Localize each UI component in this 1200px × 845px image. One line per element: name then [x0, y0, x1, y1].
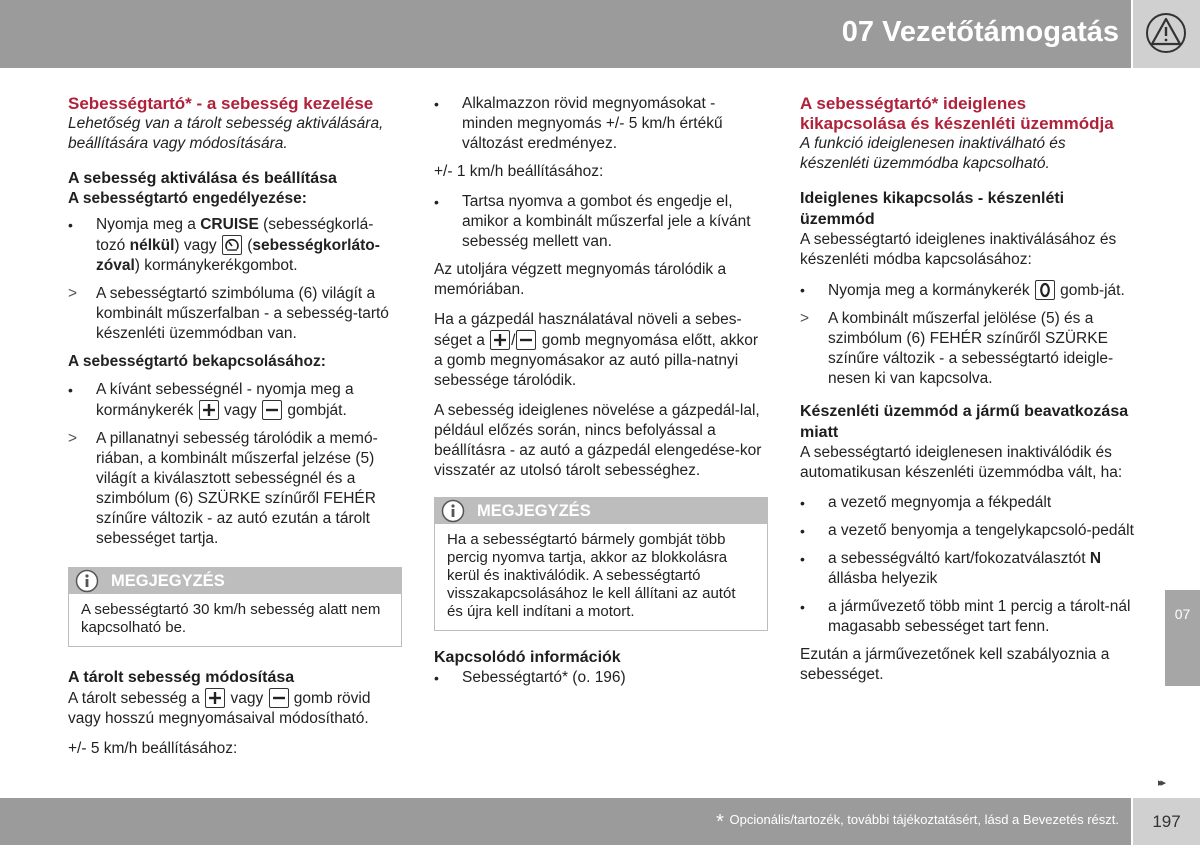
list-item: > A kombinált műszerfal jelölése (5) és a szimbólum (6) FEHÉR színűről SZÜRKE színűre változik - a sebességtartó ideigle-nesen ki van kapcsolva.: [800, 310, 1114, 387]
page-footer: [0, 798, 1131, 845]
hold-press-list: [434, 192, 768, 252]
zero-button-icon: [1035, 280, 1055, 300]
section-intro: A funkció ideiglenesen inaktiválható és készenléti üzemmódba kapcsolható.: [800, 135, 1066, 172]
bullet-marker: •: [68, 382, 73, 398]
bullet-marker: •: [434, 194, 439, 210]
list-item: • a vezető megnyomja a fékpedált: [800, 494, 1052, 511]
paragraph: A sebességtartó ideiglenes inaktiválásához és készenléti módba kapcsolásához:: [800, 231, 1117, 268]
related-list: [434, 668, 768, 688]
footnote: * Opcionális/tartozék, további tájékoztatásért, lásd a Bevezetés részt.: [716, 811, 1119, 833]
info-icon: [75, 569, 99, 593]
list-item: • a sebességváltó kart/fokozatválasztót N állásba helyezik: [800, 550, 1102, 587]
result-marker: >: [68, 430, 78, 447]
note-box: [68, 567, 402, 647]
bullet-marker: •: [68, 217, 73, 233]
list-item: • a vezető benyomja a tengelykapcsoló-pedált: [800, 522, 1134, 539]
note-title: MEGJEGYZÉS: [111, 572, 225, 590]
list-item: > A pillanatnyi sebesség tárolódik a memó-riában, a kombinált műszerfal jelzése (5) világít a kiválasztott sebességnél és a szimbólum (6) SZÜRKE színűről FEHÉR színűre változik - az autó ezután a tárolt sebességet tartja.: [68, 430, 378, 547]
temporary-steps: [800, 280, 1134, 389]
column-3: [800, 94, 1134, 695]
heading-modify: A tárolt sebesség módosítása: [68, 669, 295, 686]
enable-steps: [68, 215, 402, 344]
list-item: • Alkalmazzon rövid megnyomásokat - minden megnyomás +/- 5 km/h értékű változást eredményez.: [434, 95, 723, 152]
note-text: A sebességtartó 30 km/h sebesség alatt nem kapcsolható be.: [81, 601, 381, 636]
paragraph: A tárolt sebesség a vagy gomb rövid vagy hosszú megnyomásaival módosítható.: [68, 690, 371, 727]
standby-conditions: [800, 493, 1134, 637]
paragraph: Ezután a járművezetőnek kell szabályoznia a sebességet.: [800, 646, 1110, 683]
related-link[interactable]: Sebességtartó* (o. 196): [462, 669, 626, 686]
bullet-marker: •: [800, 523, 805, 539]
minus-button-icon: [262, 400, 282, 420]
list-item: • a járművezető több mint 1 percig a tárolt-nál magasabb sebességet tart fenn.: [800, 598, 1131, 635]
bullet-marker: •: [434, 96, 439, 112]
note-box: [434, 497, 768, 631]
bullet-marker: •: [800, 282, 805, 298]
note-header: [69, 568, 401, 594]
paragraph: +/- 1 km/h beállításához:: [434, 163, 604, 180]
subheading-switch-on: A sebességtartó bekapcsolásához:: [68, 353, 326, 370]
list-item: > A sebességtartó szimbóluma (6) világít a kombinált műszerfalban - a sebesség-tartó készenléti üzemmódban van.: [68, 285, 389, 342]
note-text: Ha a sebességtartó bármely gombját több percig nyomva tartja, akkor az blokkolásra kerül és inaktiválódik. A sebességtartó visszakapcsolásához le kell állítani az autót és újra kell indítani a motort.: [447, 531, 736, 620]
switch-on-steps: [68, 380, 402, 549]
heading-temporary: Ideiglenes kikapcsolás - készenléti üzemmód: [800, 190, 1065, 228]
column-2: [434, 94, 768, 696]
minus-button-icon: [269, 688, 289, 708]
bullet-marker: •: [800, 599, 805, 615]
minus-button-icon: [516, 330, 536, 350]
list-item: • Nyomja meg a kormánykerék gomb-ját.: [800, 282, 1125, 299]
paragraph: +/- 5 km/h beállításához:: [68, 740, 238, 757]
bullet-marker: •: [800, 551, 805, 567]
chapter-title: 07 Vezetőtámogatás: [841, 16, 1119, 48]
bullet-marker: •: [434, 670, 439, 686]
column-1: [68, 94, 402, 769]
warning-icon-box: [1133, 0, 1200, 68]
heading-standby: Készenléti üzemmód a jármű beavatkozása miatt: [800, 403, 1129, 441]
list-item: • A kívánt sebességnél - nyomja meg a kormánykerék vagy gombját.: [68, 381, 354, 419]
result-marker: >: [800, 310, 810, 327]
list-item: • Nyomja meg a CRUISE (sebességkorlá-tozó nélkül) vagy (sebességkorláto-zóval) kormánykerékgombot.: [68, 216, 380, 274]
paragraph: Az utoljára végzett megnyomás tárolódik a memóriában.: [434, 261, 727, 298]
section-title: Sebességtartó* - a sebesség kezelése: [68, 94, 374, 113]
info-icon: [441, 499, 465, 523]
continue-arrows-icon: ▸▸: [1158, 777, 1164, 789]
result-marker: >: [68, 285, 78, 302]
chapter-header: [0, 0, 1131, 68]
subheading-enable: A sebességtartó engedélyezése:: [68, 190, 307, 207]
heading-related: Kapcsolódó információk: [434, 649, 621, 666]
paragraph: A sebességtartó ideiglenesen inaktiválódik és automatikusan készenléti üzemmódba vált, ha:: [800, 444, 1123, 481]
note-header: [435, 498, 767, 524]
section-intro: Lehetőség van a tárolt sebesség aktiválására, beállítására vagy módosítására.: [68, 115, 384, 152]
bullet-marker: •: [800, 495, 805, 511]
list-item: • Tartsa nyomva a gombot és engedje el, amikor a kombinált műszerfal jele a kívánt sebesség mellett van.: [434, 193, 751, 250]
page-number: 197: [1133, 798, 1200, 845]
heading-activate: A sebesség aktiválása és beállítása: [68, 170, 337, 187]
paragraph: Ha a gázpedál használatával növeli a sebes-séget a / gomb megnyomása előtt, akkor a gomb megnyomásakor az autó pilla-natnyi sebessége tárolódik.: [434, 311, 759, 389]
paragraph: A sebesség ideiglenes növelése a gázpedál-lal, például előzés során, nincs befolyással a beállításra - az autó a gázpedál elengedése-kor visszatér az utolsó tárolt sebességhez.: [434, 402, 762, 479]
plus-button-icon: [199, 400, 219, 420]
plus-button-icon: [490, 330, 510, 350]
plus-button-icon: [205, 688, 225, 708]
warning-triangle-icon: [1145, 13, 1187, 53]
note-title: MEGJEGYZÉS: [477, 502, 591, 520]
section-title: A sebességtartó* ideiglenes kikapcsolása és készenléti üzemmódja: [800, 94, 1114, 133]
chapter-side-tab: 07: [1165, 590, 1200, 686]
speed-limiter-button-icon: [222, 235, 242, 255]
list-item[interactable]: [434, 668, 768, 688]
short-press-list: [434, 94, 768, 154]
